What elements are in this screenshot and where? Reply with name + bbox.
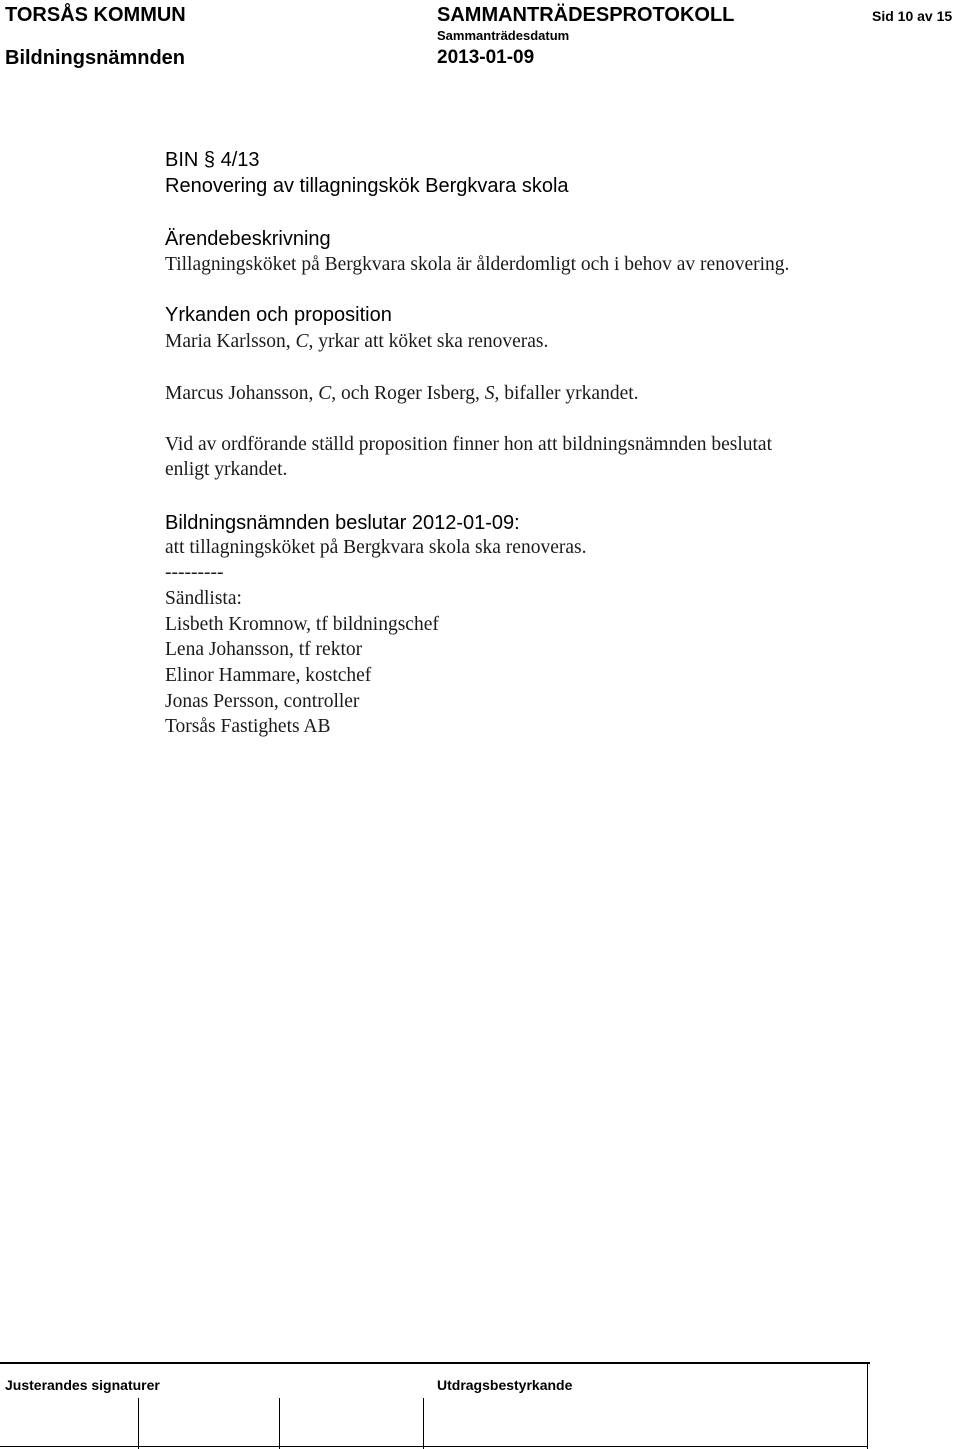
recipient-item: Lisbeth Kromnow, tf bildningschef (165, 614, 439, 635)
signature-box-divider (279, 1398, 280, 1449)
page-number: Sid 10 av 15 (872, 8, 953, 24)
case-number (165, 147, 260, 173)
signature-box-bottom (0, 1446, 868, 1447)
recipient-item: Lena Johansson, tf rektor (165, 639, 363, 660)
proposal-paragraph-2: Marcus Johansson, C, och Roger Isberg, S, bifaller yrkandet. (165, 383, 639, 404)
proposition-line-2: enligt yrkandet. (165, 459, 288, 480)
paragraph-sign: § (203, 149, 216, 171)
certification-label: Utdragsbestyrkande (437, 1377, 573, 1393)
distribution-label: Sändlista: (165, 588, 242, 609)
recipient-item: Torsås Fastighets AB (165, 716, 331, 737)
proposal-paragraph-1: Maria Karlsson, C, yrkar att köket ska renoveras. (165, 331, 549, 352)
footer-right-border (867, 1362, 868, 1449)
municipality-name: TORSÅS KOMMUN (5, 4, 186, 26)
meeting-date: 2013-01-09 (437, 47, 535, 68)
recipient-item: Jonas Persson, controller (165, 691, 360, 712)
board-name: Bildningsnämnden (5, 47, 185, 69)
recipient-item: Elinor Hammare, kostchef (165, 665, 372, 686)
description-text: Tillagningsköket på Bergkvara skola är ålderdomligt och i behov av renovering. (165, 254, 790, 275)
decision-text: att tillagningsköket på Bergkvara skola ska renoveras. (165, 537, 587, 558)
signature-box-divider (423, 1398, 424, 1449)
meeting-date-label: Sammanträdesdatum (437, 28, 570, 43)
proposition-line-1: Vid av ordförande ställd proposition finner hon att bildningsnämnden beslutat (165, 434, 773, 455)
case-id: 4/13 (220, 149, 260, 171)
decision-heading: Bildningsnämnden beslutar 2012-01-09: (165, 512, 520, 534)
case-prefix: BIN (165, 149, 199, 171)
protocol-title: SAMMANTRÄDESPROTOKOLL (437, 4, 735, 26)
proposals-heading: Yrkanden och proposition (165, 304, 392, 326)
case-title: Renovering av tillagningskök Bergkvara skola (165, 175, 569, 197)
separator: --------- (165, 562, 224, 583)
description-heading: Ärendebeskrivning (165, 228, 331, 250)
signature-box-divider (138, 1398, 139, 1449)
footer-rule (0, 1362, 870, 1364)
signatures-label: Justerandes signaturer (5, 1377, 160, 1393)
